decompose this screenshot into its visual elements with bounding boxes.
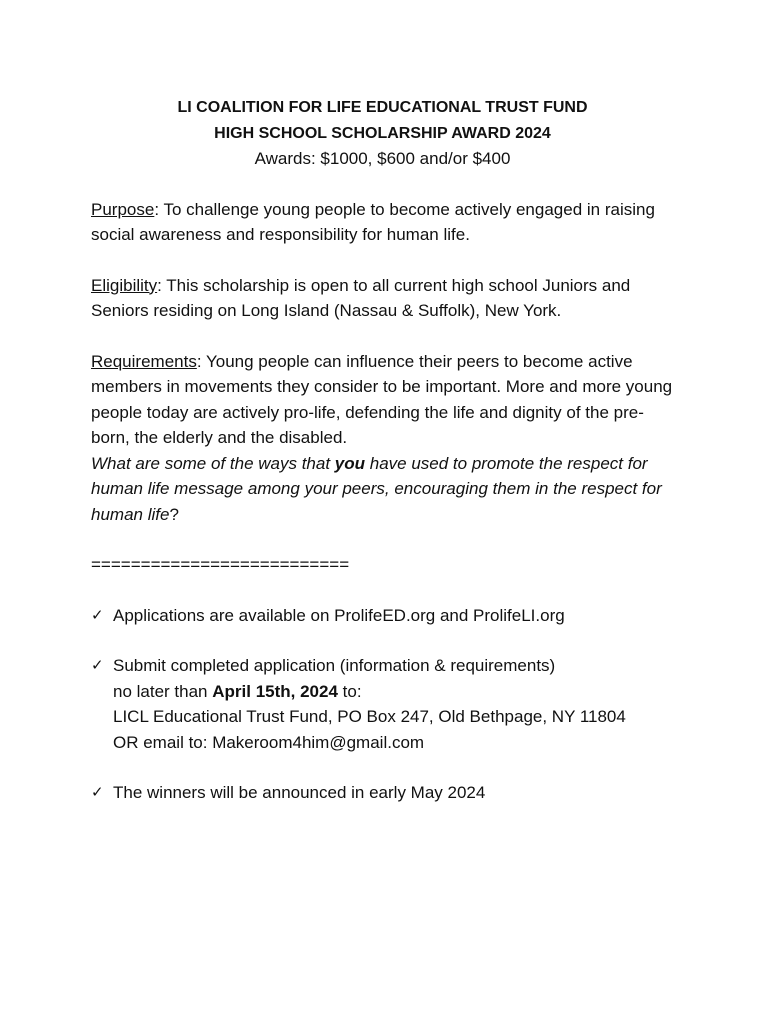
deadline-date: April 15th, 2024 — [212, 681, 338, 701]
essay-question-emphasis: you — [334, 453, 366, 473]
email-address: OR email to: Makeroom4him@gmail.com — [113, 732, 425, 752]
check-icon: ✓ — [91, 656, 104, 674]
checklist-item-winners — [91, 780, 674, 806]
section-divider: ========================== — [91, 555, 350, 574]
winners-announcement: The winners will be announced in early May 2024 — [113, 783, 486, 802]
scholarship-title: HIGH SCHOOL SCHOLARSHIP AWARD 2024 — [214, 124, 551, 142]
eligibility-text: : This scholarship is open to all current high school Juniors and Seniors residing on Long Island (Nassau & Suffolk), New York. — [91, 275, 631, 320]
essay-question — [91, 451, 674, 528]
check-icon: ✓ — [91, 605, 104, 624]
requirements-label: Requirements — [91, 351, 197, 371]
deadline-prefix: no later than — [113, 681, 213, 701]
deadline-suffix: to: — [337, 681, 362, 701]
purpose-text: : To challenge young people to become actively engaged in raising social awareness and responsibility for human life. — [91, 199, 655, 244]
award-amounts: Awards: $1000, $600 and/or $400 — [254, 149, 511, 168]
availability-text: Applications are available on ProlifeED.org and ProlifeLI.org — [113, 605, 565, 625]
purpose-paragraph — [91, 197, 674, 248]
checklist-item-availability — [91, 603, 674, 629]
requirements-text: : Young people can influence their peers to become active members in movements they consider to be important. More and more young people today are actively pro-life, defending the life and dignity of the pre-born, the elderly and the disabled. — [91, 351, 673, 447]
check-icon: ✓ — [91, 783, 104, 801]
eligibility-paragraph — [91, 273, 674, 324]
essay-question-part2: have used to promote the respect for human life message among your peers, encouraging them in the respect for human life — [91, 453, 662, 524]
checklist-item-submission — [91, 653, 674, 755]
essay-question-end: ? — [169, 504, 179, 524]
essay-question-part1: What are some of the ways that — [91, 453, 335, 473]
eligibility-label: Eligibility — [91, 275, 158, 295]
deadline-line — [113, 679, 674, 705]
document-header — [91, 95, 674, 172]
submission-text: Submit completed application (information & requirements) — [113, 656, 556, 675]
requirements-paragraph — [91, 349, 674, 451]
requirements-section — [91, 349, 674, 528]
purpose-label: Purpose — [91, 199, 155, 219]
mailing-address: LICL Educational Trust Fund, PO Box 247, Old Bethpage, NY 11804 — [113, 707, 626, 726]
instructions-checklist — [91, 603, 674, 806]
eligibility-section — [91, 273, 674, 324]
organization-title: LI COALITION FOR LIFE EDUCATIONAL TRUST FUND — [177, 99, 588, 116]
purpose-section — [91, 197, 674, 248]
